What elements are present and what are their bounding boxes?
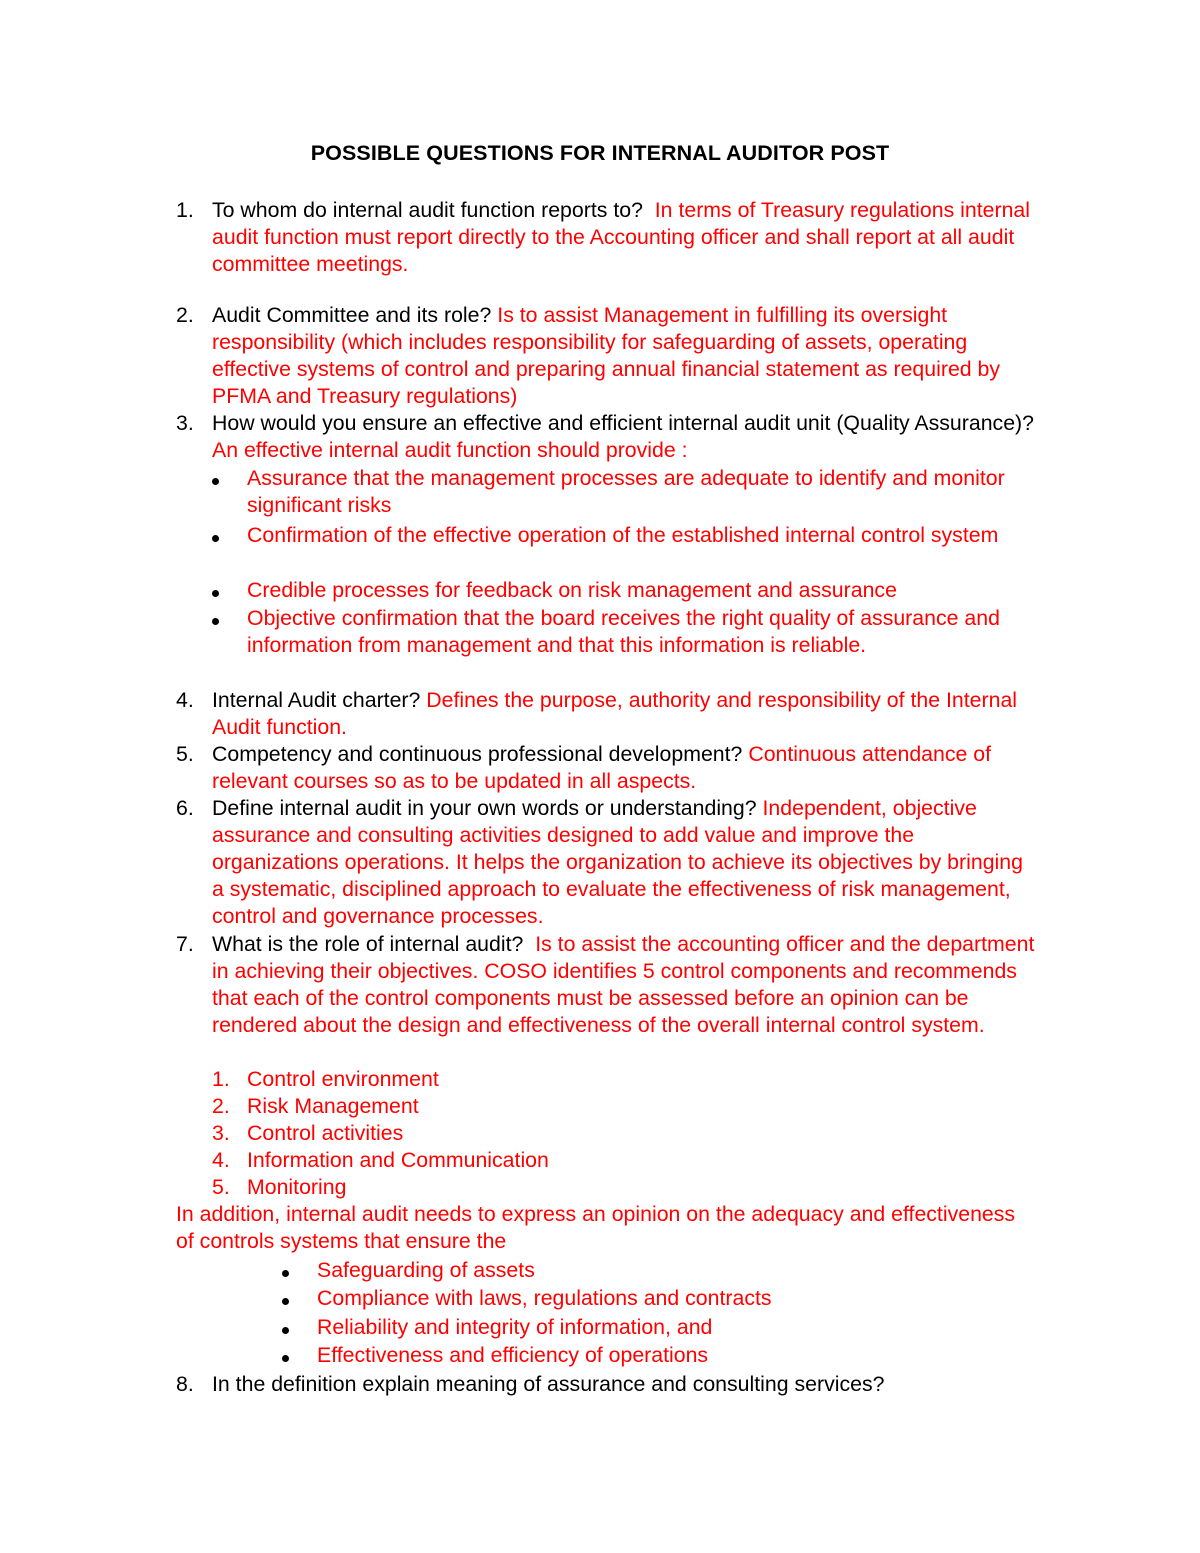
- addition-paragraph: In addition, internal audit needs to express an opinion on the adequacy and effectiveness of controls systems that ensure the: [176, 1202, 1016, 1253]
- question-3: [176, 410, 1039, 464]
- item-text: Risk Management: [247, 1094, 419, 1118]
- page-title: POSSIBLE QUESTIONS FOR INTERNAL AUDITOR POST: [310, 141, 890, 165]
- item-number: 2.: [212, 1094, 230, 1118]
- question-number: 3.: [176, 411, 194, 435]
- question-number: 8.: [176, 1372, 194, 1396]
- bullet-text: Safeguarding of assets: [317, 1258, 535, 1282]
- question-text: Define internal audit in your own words or understanding?: [212, 796, 763, 820]
- answer-text: Is to assist Management in fulfilling its oversight responsibility (which includes responsibility for safeguarding of assets, operating effective systems of control and preparing annual financial statement as required by PFMA and Treasury regulations): [212, 303, 1001, 408]
- answer-text: In terms of Treasury regulations internal audit function must report directly to the Accounting officer and shall report at all audit committee meetings.: [212, 198, 1030, 276]
- list-item: [282, 1257, 982, 1284]
- question-text: How would you ensure an effective and efficient internal audit unit (Quality Assurance)?: [212, 411, 1039, 435]
- question-number: 1.: [176, 198, 194, 222]
- bullet-icon: [282, 1327, 289, 1334]
- question-text: To whom do internal audit function reports to?: [212, 198, 655, 222]
- question-text: Audit Committee and its role?: [212, 303, 498, 327]
- question-6: [176, 795, 1036, 930]
- bullet-icon: [282, 1270, 289, 1277]
- question-8: [176, 1371, 1036, 1398]
- bullet-text: Objective confirmation that the board receives the right quality of assurance and information from management and that this information is reliable.: [247, 606, 1000, 657]
- bullet-icon: [212, 618, 219, 625]
- list-item: [282, 1314, 982, 1341]
- question-text: In the definition explain meaning of assurance and consulting services?: [212, 1372, 885, 1396]
- item-number: 4.: [212, 1148, 230, 1172]
- question-number: 2.: [176, 303, 194, 327]
- list-item: [212, 1066, 439, 1093]
- question-7: [176, 931, 1036, 1039]
- question-4: [176, 687, 1036, 741]
- bullet-text: Reliability and integrity of information, and: [317, 1315, 713, 1339]
- item-text: Control environment: [247, 1067, 439, 1091]
- bullet-icon: [212, 590, 219, 597]
- answer-text: Independent, objective assurance and consulting activities designed to add value and improve the organizations operations. It helps the organization to achieve its objectives by bringing a systematic, disciplined approach to evaluate the effectiveness of risk management, control and governance processes.: [212, 796, 1023, 928]
- bullet-text: Confirmation of the effective operation of the established internal control system: [247, 523, 999, 547]
- question-number: 7.: [176, 932, 194, 956]
- answer-text: An effective internal audit function should provide :: [212, 438, 688, 462]
- bullet-text: Effectiveness and efficiency of operations: [317, 1343, 709, 1367]
- bullet-icon: [212, 535, 219, 542]
- bullet-text: Credible processes for feedback on risk management and assurance: [247, 578, 897, 602]
- bullet-icon: [282, 1355, 289, 1362]
- answer-text: Defines the purpose, authority and responsibility of the Internal Audit function.: [212, 688, 1018, 739]
- list-item: [212, 577, 1032, 604]
- item-number: 5.: [212, 1175, 230, 1199]
- list-item: [212, 465, 1032, 519]
- list-item: [282, 1285, 982, 1312]
- bullet-text: Compliance with laws, regulations and contracts: [317, 1286, 772, 1310]
- list-item: [212, 1147, 549, 1174]
- question-2: [176, 302, 1036, 410]
- question-5: [176, 741, 1036, 795]
- item-number: 3.: [212, 1121, 230, 1145]
- item-number: 1.: [212, 1067, 230, 1091]
- list-item: [282, 1342, 982, 1369]
- list-item: [212, 522, 1032, 549]
- question-text: Competency and continuous professional development?: [212, 742, 749, 766]
- question-text: What is the role of internal audit?: [212, 932, 536, 956]
- question-number: 5.: [176, 742, 194, 766]
- item-text: Information and Communication: [247, 1148, 549, 1172]
- question-text: Internal Audit charter?: [212, 688, 427, 712]
- answer-text: Is to assist the accounting officer and the department in achieving their objectives. COSO identifies 5 control components and recommends that each of the control components must be assessed before an opinion can be rendered about the design and effectiveness of the overall internal control system.: [212, 932, 1035, 1037]
- list-item: [212, 605, 1032, 659]
- list-item: [212, 1174, 346, 1201]
- question-number: 6.: [176, 796, 194, 820]
- bullet-text: Assurance that the management processes are adequate to identify and monitor significant risks: [247, 466, 1005, 517]
- item-text: Monitoring: [247, 1175, 347, 1199]
- question-number: 4.: [176, 688, 194, 712]
- list-item: [212, 1120, 403, 1147]
- bullet-icon: [282, 1298, 289, 1305]
- answer-text: Continuous attendance of relevant courses so as to be updated in all aspects.: [212, 742, 992, 793]
- item-text: Control activities: [247, 1121, 404, 1145]
- list-item: [212, 1093, 419, 1120]
- question-1: [176, 197, 1036, 278]
- bullet-icon: [212, 478, 219, 485]
